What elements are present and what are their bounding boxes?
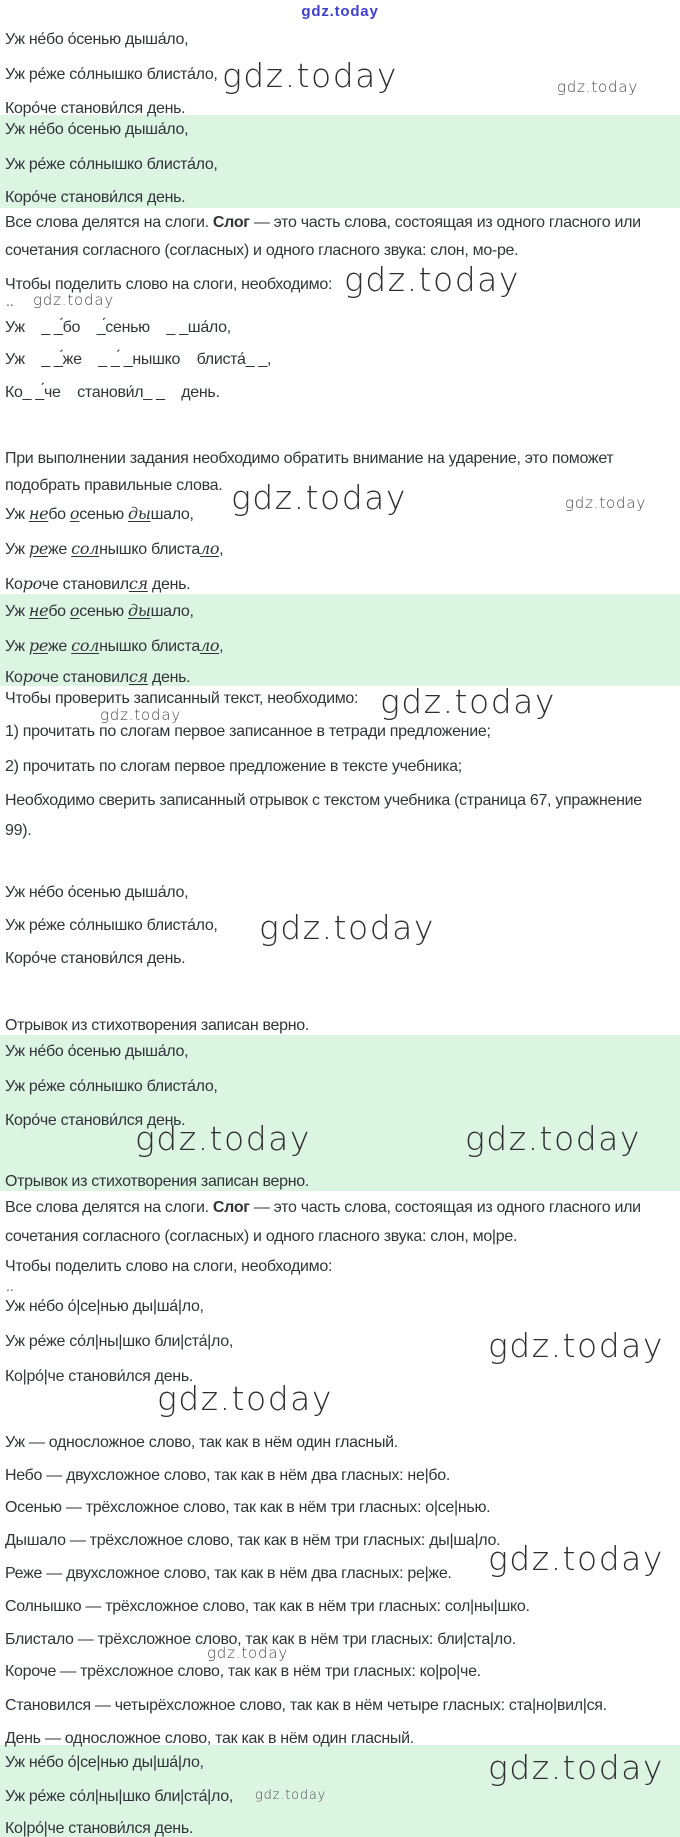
watermark: gdz.today <box>488 1539 664 1578</box>
dots-mark: .. <box>6 293 14 309</box>
poem-line: Коро́че станови́лся день. <box>5 950 186 967</box>
stressed-syllable: ся <box>128 667 148 686</box>
term-bold: Слог <box>212 1199 250 1216</box>
text-segment: , <box>219 638 224 655</box>
italic-syllable: ро <box>22 574 42 593</box>
syllable-line: Уж ре́же со́л|ны|шко бли|ста́|ло, <box>5 1788 233 1805</box>
text-segment: Уж <box>5 541 29 558</box>
analysis-line: Короче — трёхсложное слово, так как в нём три гласных: ко|ро|че. <box>5 1663 481 1680</box>
watermark: gdz.today <box>100 706 182 724</box>
stressed-syllable: о <box>69 601 80 620</box>
watermark: gdz.today <box>380 682 556 721</box>
list-item: 2) прочитать по слогам первое предложение в тексте учебника; <box>5 758 462 775</box>
analysis-line: Уж — односложное слово, так как в нём один гласный. <box>5 1434 398 1451</box>
paragraph-line: 99). <box>5 822 32 839</box>
stress-line <box>5 601 194 622</box>
text-segment: — это часть слова, состоящая из одного гласного или <box>249 214 641 231</box>
text-segment: шало, <box>150 506 194 523</box>
text-segment: бо <box>48 506 70 523</box>
paragraph-line: сочетания согласного (согласных) и одного гласного звука: слон, мо-ре. <box>5 242 519 259</box>
poem-line: Уж не́бо о́сенью дыша́ло, <box>5 1043 189 1060</box>
text-segment: день. <box>147 669 191 686</box>
stress-line <box>5 504 194 525</box>
stressed-syllable: сол <box>71 539 100 558</box>
analysis-line: День — односложное слово, так как в нём один гласный. <box>5 1730 414 1747</box>
text-segment: Ко <box>5 576 23 593</box>
text-segment: , <box>219 541 224 558</box>
italic-syllable: ро <box>22 667 42 686</box>
syllable-line: Уж ре́же со́л|ны|шко бли|ста́|ло, <box>5 1333 233 1350</box>
poem-line: Уж не́бо о́сенью дыша́ло, <box>5 121 189 138</box>
syllable-line: Ко|ро́|че станови́лся день. <box>5 1820 194 1837</box>
watermark: gdz.today <box>207 1644 289 1662</box>
stress-line <box>5 539 223 560</box>
poem-line: Уж ре́же со́лнышко блиста́ло, <box>5 917 218 934</box>
poem-line: Коро́че станови́лся день. <box>5 1112 186 1129</box>
poem-line: Коро́че станови́лся день. <box>5 100 186 117</box>
watermark: gdz.today <box>565 494 647 512</box>
poem-line: Уж ре́же со́лнышко блиста́ло, <box>5 66 218 83</box>
stressed-syllable: ло <box>199 636 220 655</box>
stress-line <box>5 636 223 657</box>
analysis-line: Блистало — трёхсложное слово, так как в нём три гласных: бли|ста|ло. <box>5 1631 516 1648</box>
text-segment: день. <box>147 576 191 593</box>
term-bold: Слог <box>212 214 250 231</box>
watermark: gdz.today <box>465 1119 641 1158</box>
stressed-syllable: ло <box>199 539 220 558</box>
syllable-line: Уж не́бо о́|се|нью ды|ша́|ло, <box>5 1754 204 1771</box>
analysis-line: Солнышко — трёхсложное слово, так как в нём три гласных: сол|ны|шко. <box>5 1598 530 1615</box>
text-segment: нышко блиста <box>99 541 200 558</box>
stress-line <box>5 667 190 688</box>
watermark: gdz.today <box>157 1379 333 1418</box>
analysis-line: Становился — четырёхсложное слово, так как в нём четыре гласных: ста|но|вил|ся. <box>5 1697 607 1714</box>
watermark: gdz.today <box>488 1748 664 1787</box>
text-segment: Все слова делятся на слоги. <box>5 214 213 231</box>
watermark: gdz.today <box>344 260 520 299</box>
paragraph-line: Отрывок из стихотворения записан верно. <box>5 1173 310 1190</box>
analysis-line: Дышало — трёхсложное слово, так как в нём три гласных: ды|ша|ло. <box>5 1532 501 1549</box>
text-segment: Все слова делятся на слоги. <box>5 1199 213 1216</box>
text-segment: нышко блиста <box>99 638 200 655</box>
text-segment: Уж <box>5 638 29 655</box>
watermark: gdz.today <box>488 1326 664 1365</box>
text-segment: Уж <box>5 603 29 620</box>
paragraph-line: подобрать правильные слова. <box>5 477 223 494</box>
stressed-syllable: ды <box>127 601 151 620</box>
syllable-line: Ко|ро́|че станови́лся день. <box>5 1368 194 1385</box>
paragraph-line: При выполнении задания необходимо обратить внимание на ударение, это поможет <box>5 450 614 467</box>
text-segment: сенью <box>79 506 128 523</box>
paragraph-line <box>5 1198 641 1218</box>
stressed-syllable: не <box>28 504 49 523</box>
paragraph-line: Необходимо сверить записанный отрывок с текстом учебника (страница 67, упражнение <box>5 792 642 809</box>
text-segment: Ко <box>5 669 23 686</box>
stressed-syllable: ре <box>28 636 49 655</box>
paragraph-line: Отрывок из стихотворения записан верно. <box>5 1017 310 1034</box>
stressed-syllable: сол <box>71 636 100 655</box>
watermark: gdz.today <box>222 56 398 95</box>
text-segment: же <box>48 541 72 558</box>
watermark: gdz.today <box>557 78 639 96</box>
stressed-syllable: ды <box>127 504 151 523</box>
stressed-syllable: о <box>69 504 80 523</box>
blank-line: Уж _ _́же _ _́ _нышко блиста́_ _, <box>5 351 272 368</box>
analysis-line: Осенью — трёхсложное слово, так как в нём три гласных: о|се|нью. <box>5 1499 491 1516</box>
stressed-syllable: не <box>28 601 49 620</box>
watermark: gdz.today <box>135 1119 311 1158</box>
site-logo[interactable]: gdz.today <box>301 3 379 20</box>
poem-line: Уж не́бо о́сенью дыша́ло, <box>5 884 189 901</box>
list-item: 1) прочитать по слогам первое записанное в тетради предложение; <box>5 723 491 740</box>
poem-line: Уж ре́же со́лнышко блиста́ло, <box>5 156 218 173</box>
text-segment: бо <box>48 603 70 620</box>
blank-line: Уж _ _́бо _́сенью _ _ша́ло, <box>5 319 231 336</box>
paragraph-line <box>5 213 641 233</box>
watermark: gdz.today <box>259 908 435 947</box>
paragraph-line: Чтобы проверить записанный текст, необходимо: <box>5 690 359 707</box>
watermark: gdz.today <box>33 291 115 309</box>
text-segment: че становил <box>41 576 129 593</box>
text-segment: Уж <box>5 506 29 523</box>
blank-line: Ко_ _́че станови́л_ _ день. <box>5 384 220 401</box>
text-segment: че становил <box>41 669 129 686</box>
analysis-line: Реже — двухсложное слово, так как в нём два гласных: ре|же. <box>5 1565 452 1582</box>
stressed-syllable: ре <box>28 539 49 558</box>
text-segment: сенью <box>79 603 128 620</box>
text-segment: — это часть слова, состоящая из одного гласного или <box>249 1199 641 1216</box>
dots-mark: .. <box>6 1278 14 1294</box>
watermark: gdz.today <box>255 1788 327 1803</box>
stress-line <box>5 574 190 595</box>
analysis-line: Небо — двухсложное слово, так как в нём два гласных: не|бо. <box>5 1467 451 1484</box>
text-segment: же <box>48 638 72 655</box>
paragraph-line: Чтобы поделить слово на слоги, необходимо: <box>5 276 333 293</box>
poem-line: Уж ре́же со́лнышко блиста́ло, <box>5 1078 218 1095</box>
paragraph-line: Чтобы поделить слово на слоги, необходимо: <box>5 1258 333 1275</box>
syllable-line: Уж не́бо о́|се|нью ды|ша́|ло, <box>5 1298 204 1315</box>
poem-line: Уж не́бо о́сенью дыша́ло, <box>5 31 189 48</box>
watermark: gdz.today <box>231 478 407 517</box>
poem-line: Коро́че станови́лся день. <box>5 189 186 206</box>
paragraph-line: сочетания согласного (согласных) и одного гласного звука: слон, мо|ре. <box>5 1228 518 1245</box>
text-segment: шало, <box>150 603 194 620</box>
stressed-syllable: ся <box>128 574 148 593</box>
